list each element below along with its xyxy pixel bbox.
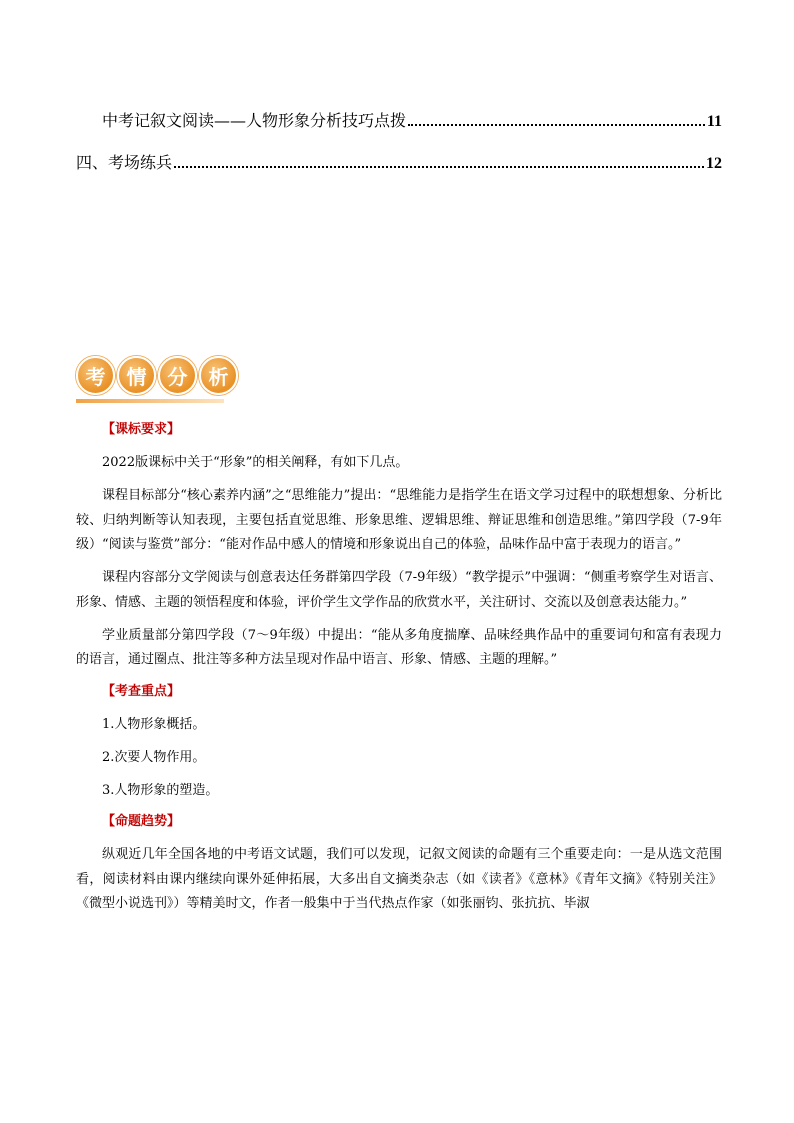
focus-item: 3.人物形象的塑造。 xyxy=(102,782,219,798)
toc-leader-dots xyxy=(408,124,705,126)
section-title-focus: 【考查重点】 xyxy=(102,683,181,699)
toc-entry[interactable] xyxy=(76,107,722,131)
focus-item: 1.人物形象概括。 xyxy=(102,716,206,732)
toc-entry[interactable] xyxy=(76,149,722,173)
toc-leader-dots xyxy=(174,166,704,168)
toc-entry-title: 中考记叙文阅读——人物形象分析技巧点拨 xyxy=(102,111,407,130)
section-badge xyxy=(76,356,238,395)
toc-page-number: 11 xyxy=(706,113,722,130)
toc-entry-title: 四、考场练兵 xyxy=(76,153,173,172)
badge-underline xyxy=(76,399,224,403)
paragraph: 学业质量部分第四学段（7～9年级）中提出：“能从多角度揣摩、品味经典作品中的重要词句和富有表现力的语言，通过圈点、批注等多种方法呈现对作品中语言、形象、情感、主题的理解。” xyxy=(76,627,722,667)
section-title-trend: 【命题趋势】 xyxy=(102,814,181,829)
focus-item: 2.次要人物作用。 xyxy=(102,749,206,765)
toc-page-number: 12 xyxy=(706,155,722,172)
badge-char: 析 xyxy=(199,356,238,395)
paragraph: 纵观近几年全国各地的中考语文试题，我们可以发现，记叙文阅读的命题有三个重要走向：一是从选文范围看，阅读材料由课内继续向课外延伸拓展，大多出自文摘类杂志（如《读者》《意林》《青年文摘》《特别关注》《微型小说选刊》）等精美时文，作者一般集中于当代热点作家（如张丽钧、张抗抗、毕淑 xyxy=(76,847,722,911)
badge-char: 情 xyxy=(117,356,156,395)
document-body xyxy=(76,418,722,917)
badge-char: 分 xyxy=(158,356,197,395)
section-title-curriculum: 【课标要求】 xyxy=(102,422,181,437)
badge-char: 考 xyxy=(76,356,115,395)
paragraph: 课程目标部分“核心素养内涵”之“思维能力”提出：“思维能力是指学生在语文学习过程中的联想想象、分析比较、归纳判断等认知表现，主要包括直觉思维、形象思维、逻辑思维、辩证思维和创造思维。”第四学段（7-9年级）“阅读与鉴赏”部分：“能对作品中感人的情境和形象说出自己的体验，品味作品中富于表现力的语言。” xyxy=(76,488,722,552)
paragraph: 课程内容部分文学阅读与创意表达任务群第四学段（7-9年级）“教学提示”中强调：“侧重考察学生对语言、形象、情感、主题的领悟程度和体验，评价学生文学作品的欣赏水平，关注研讨、交流以及创意表达能力。” xyxy=(76,570,722,610)
paragraph: 2022版课标中关于“形象”的相关阐释，有如下几点。 xyxy=(102,455,409,470)
